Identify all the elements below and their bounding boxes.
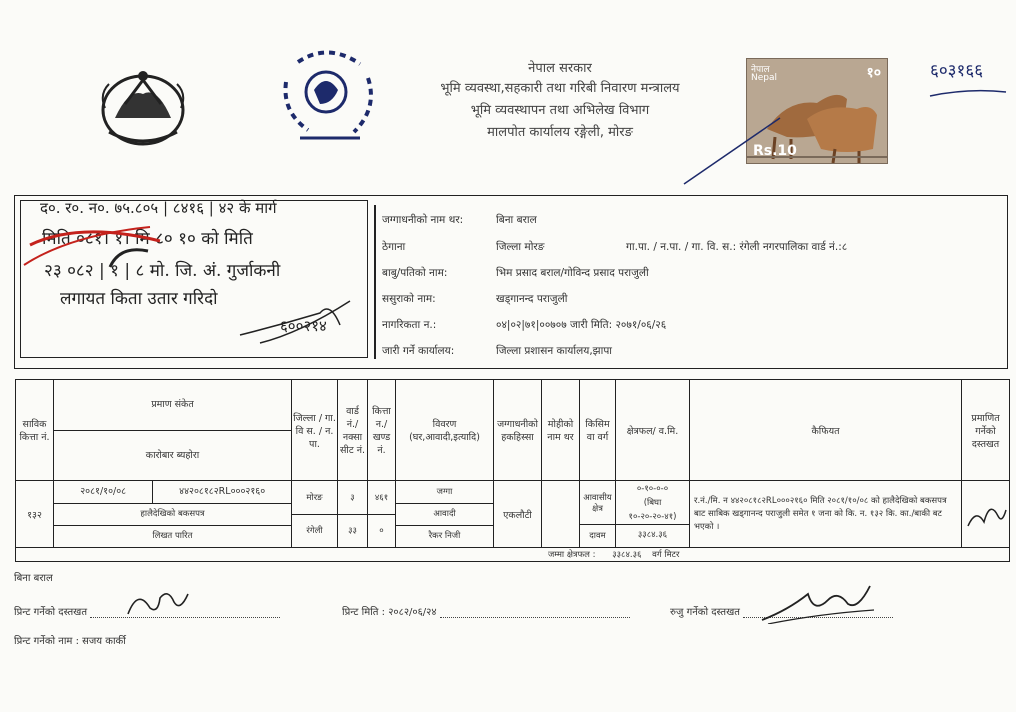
- stamp-country: Nepal: [751, 73, 777, 83]
- row-ward: ३: [338, 482, 367, 515]
- stamp-value-bottom: Rs.10: [753, 143, 797, 159]
- row-kisim-cell: [580, 481, 616, 548]
- owner-name-value: बिना बराल: [496, 214, 537, 226]
- header-line: नेपाल सरकार: [528, 61, 592, 76]
- row-verify: [962, 481, 1010, 548]
- header-hakdar: जग्गाधनीको हकहिस्सा: [494, 380, 542, 481]
- total-row: [16, 548, 1010, 562]
- row-area: (बिघा: [643, 498, 662, 508]
- footer-owner-name: बिना बराल: [14, 573, 53, 584]
- row-district: मोरङ: [292, 482, 337, 515]
- row-kisim: आवासीय क्षेत्र: [580, 482, 615, 525]
- row-sn: १३२: [16, 481, 54, 548]
- row-kitta: ०: [379, 525, 384, 536]
- header-area: क्षेत्रफल/ व.मि.: [616, 380, 690, 481]
- corner-underline: [928, 86, 1008, 100]
- inlaw-label: ससुराको नाम:: [382, 293, 436, 305]
- header-line: भूमि व्यवस्थापन तथा अभिलेख विभाग: [470, 103, 650, 118]
- row-bibaran: जग्गा: [396, 482, 493, 504]
- header-mohi: मोहीको नाम थर: [542, 380, 580, 481]
- header-karobar: कारोबार ब्यहोरा: [145, 450, 200, 461]
- header-pramaan-cell: [54, 380, 292, 481]
- row-hakdar: एकलौटी: [494, 481, 542, 548]
- nepal-emblem-icon: [95, 58, 191, 154]
- print-date-label: प्रिन्ट मिति :: [342, 607, 386, 618]
- row-bibaran-cell: [396, 481, 494, 548]
- row-area: ३३८४.३६: [637, 530, 668, 540]
- total-label: जम्मा क्षेत्रफल :: [548, 550, 596, 560]
- row-remarks: र.नं./मि. न ४४२०८१८२RL०००२१६० मिति २०८१/१०/०८ को हालैदेखिको बकसपत्र बाट साबिक खड्गानन्द पराजुली समेत १ जना को कि. न. १३२ कि. का./बाकी बट भएको ।: [690, 481, 962, 548]
- printer-name-label: प्रिन्ट गर्नेको नाम :: [14, 636, 79, 647]
- handwritten-line: मिति ०८१। १। मि ८० १० को मिति: [42, 229, 253, 249]
- inlaw-value: खड्गानन्द पराजुली: [496, 293, 568, 305]
- row-area: ०-१०-०-०: [636, 484, 669, 494]
- row-date: २०८१/१०/०८: [54, 481, 153, 503]
- print-date-line: [440, 609, 630, 618]
- address-rest: गा.पा. / न.पा. / गा. वि. स.: रंगेली नगरपालिका वार्ड नं.:८: [626, 241, 848, 253]
- printer-name-value: सजय कार्की: [82, 636, 126, 647]
- officer-sign-label: रुजु गर्नेको दस्तखत: [670, 607, 740, 618]
- header-kitta: कित्ता न./ खण्ड नं.: [368, 380, 396, 481]
- stamp-cancel-mark: [680, 110, 790, 190]
- row-bibaran: रैकर निजी: [428, 530, 461, 541]
- handwritten-line: द०. र०. न०. ७५.८०५ | ८४१६ | ४२ के मार्ग: [40, 199, 277, 217]
- parent-value: भिम प्रसाद बराल/गोविन्द प्रसाद पराजुली: [496, 267, 649, 279]
- verify-signature: [964, 488, 1008, 538]
- corner-number: ६०३१६६: [930, 61, 984, 81]
- header-kisim: किसिम वा वर्ग: [580, 380, 616, 481]
- issuer-value: जिल्ला प्रशासन कार्यालय,झापा: [496, 345, 612, 357]
- header-remarks: कैफियत: [690, 380, 962, 481]
- row-pramaan-top: [54, 481, 291, 504]
- row-mohi: [542, 481, 580, 548]
- row-area: १०-२०-२०-४१): [616, 510, 689, 525]
- total-value: ३३८४.३६: [612, 550, 642, 560]
- stamp-value-top: १०: [866, 65, 881, 81]
- row-ward-cell: [338, 481, 368, 548]
- total-unit: वर्ग मिटर: [652, 550, 680, 560]
- table-row: [16, 481, 1010, 548]
- address-label: ठेगाना: [382, 241, 406, 253]
- handwritten-line: २३ ०८२ | १ | ८ मो. जि. अं. गुर्जाकनी: [44, 261, 281, 281]
- handwritten-line: लगायत किता उतार गरिदो: [60, 289, 218, 309]
- header-bibaran: विवरण (घर,आवादी,इत्यादि): [396, 380, 494, 481]
- header-district: जिल्ला / गा. वि स. / न. पा.: [292, 380, 338, 481]
- header-line: मालपोत कार्यालय रङ्गेली, मोरङ: [487, 125, 633, 140]
- row-code: ४४२०८१८२RL०००२१६०: [179, 486, 266, 497]
- row-kitta: ४६१: [368, 482, 395, 515]
- row-pramaan-cell: [54, 481, 292, 548]
- header-pramaan: प्रमाण संकेत: [54, 380, 291, 431]
- row-kisim: दावम: [589, 530, 606, 541]
- printer-sign-label: प्रिन्ट गर्नेको दस्तखत: [14, 607, 88, 618]
- print-date: [342, 604, 630, 618]
- row-ward: ३३: [348, 525, 357, 536]
- row-district-cell: [292, 481, 338, 548]
- table-header-row: [16, 380, 1010, 481]
- issuer-label: जारी गर्ने कार्यालय:: [382, 345, 455, 357]
- header-ward: वार्ड नं./ नक्सा सीट नं.: [338, 380, 368, 481]
- row-bibaran: आवादी: [396, 504, 493, 526]
- printer-name: [14, 633, 126, 647]
- stamp-label: नेपाल: [751, 65, 770, 75]
- owner-divider: [374, 205, 376, 359]
- header-verify: प्रमाणित गर्नेको दस्तखत: [962, 380, 1010, 481]
- row-area-cell: [616, 481, 690, 548]
- printer-signature: [124, 584, 194, 620]
- total-cell: [16, 548, 1010, 562]
- header-sn: साविक कित्ता नं.: [16, 380, 54, 481]
- parent-label: बाबु/पतिको नाम:: [382, 267, 448, 279]
- row-district: रंगेली: [306, 525, 323, 536]
- citizenship-value: ०४|०२|७१|००७०७ जारी मिति: २०७१/०६/२६: [496, 319, 667, 331]
- owner-name-label: जग्गाधनीको नाम थर:: [382, 214, 464, 226]
- address-district: जिल्ला मोरङ: [496, 241, 545, 253]
- row-note: लिखत पारित: [152, 531, 193, 541]
- handwritten-line: ६००२१४: [280, 317, 327, 335]
- handwriting-strokes: [20, 205, 366, 355]
- row-kitta-cell: [368, 481, 396, 548]
- citizenship-label: नागरिकता न.:: [382, 319, 437, 331]
- print-date-value: २०८२/०६/२४: [388, 607, 437, 618]
- header-line: भूमि व्यवस्था,सहकारी तथा गरिबी निवारण मन्त्रालय: [440, 81, 680, 96]
- land-record-table: [15, 379, 1010, 562]
- row-transaction: हालैदेखिको बकसपत्र: [54, 504, 291, 526]
- officer-signature: [758, 580, 878, 624]
